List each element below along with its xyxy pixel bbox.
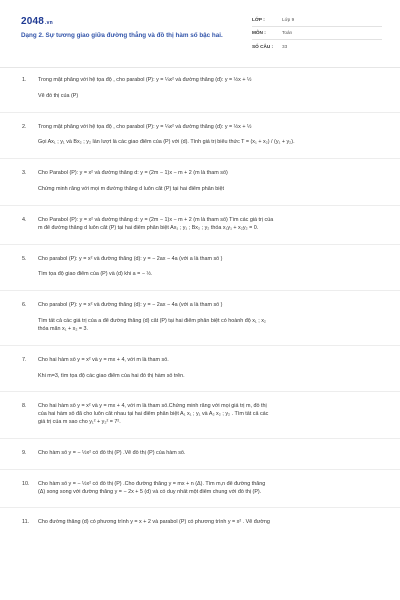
question-text: giá trị của m sao cho y₁² + y₂² = 7². (38, 419, 121, 426)
question-number: 11. (22, 519, 30, 526)
question-text: Trong mặt phẳng với hệ tọa độ , cho parabol (P): y = ¼x² và đường thẳng (d): y = ½x + ½ (38, 77, 252, 83)
question-number: 4. (22, 216, 27, 223)
question-item (0, 170, 400, 194)
question-list (0, 77, 400, 527)
question-number: 5. (22, 255, 27, 262)
question-text: Cho hai hàm số y = x² và y = mx + 4, với m là tham số. (38, 356, 169, 363)
question-item (0, 77, 400, 101)
question-subtext: thỏa mãn x₁ + x₂ = 3. (38, 325, 89, 332)
worksheet-title: Dạng 2. Sự tương giao giữa đường thẳng và đồ thị hàm số bậc hai. (21, 32, 223, 39)
question-text: Cho đường thẳng (d) có phương trình y = x + 2 và parabol (P) có phương trình y = x² . Vẽ đường (38, 519, 270, 526)
question-number: 7. (22, 356, 27, 363)
question-number: 2. (22, 123, 27, 130)
question-text: Cho hàm số y = − ½x² có đồ thị (P) .Cho đường thẳng y = mx + n (Δ). Tìm m,n để đường thẳng (38, 480, 266, 487)
question-text: của hai hàm số đã cho luôn cắt nhau tại hai điểm phân biệt A₁ x₁ ; y₁ và A₂ x₂ ; y₂ . Tìm tất cả các (38, 411, 269, 418)
meta-info (252, 14, 382, 53)
header-divider (0, 67, 400, 68)
brand-suffix: .vn (45, 20, 53, 26)
question-item (0, 124, 400, 148)
meta-value: Lớp 9 (282, 17, 295, 23)
question-item (0, 519, 400, 527)
question-divider (0, 469, 400, 470)
question-item (0, 450, 400, 458)
question-number: 8. (22, 403, 27, 410)
question-item (0, 256, 400, 280)
meta-value: 33 (282, 44, 288, 50)
question-subtext: Khi m=3, tìm tọa độ các giao điểm của hai đồ thị hàm số trên. (38, 372, 185, 379)
question-divider (0, 290, 400, 291)
question-divider (0, 438, 400, 439)
question-text: Cho hai hàm số y = x² và y = mx + 4, với m là tham số.Chứng minh rằng với mọi giá trị m, đồ thị (38, 403, 267, 410)
question-divider (0, 158, 400, 159)
question-divider (0, 507, 400, 508)
meta-row (252, 14, 382, 27)
question-subtext: Gọi Ax₁ ; y₁ và Bx₂ ; y₂ lần lượt là các giao điểm của (P) với (d). Tính giá trị biểu thức T = (x₁ + x₂) / (y₁ + y₂). (38, 139, 295, 146)
question-text: Cho parabol (P): y = x² và đường thẳng (d): y = − 2ax − 4a (với a là tham số ) (38, 302, 223, 309)
question-item (0, 302, 400, 333)
question-item (0, 403, 400, 426)
question-item (0, 481, 400, 497)
meta-label: MÔN : (252, 30, 266, 36)
question-text: Trong mặt phẳng với hệ tọa độ , cho parabol (P): y = ¼x² và đường thẳng (d): y = ½x + ½ (38, 123, 252, 130)
meta-row (252, 27, 382, 40)
question-divider (0, 112, 400, 113)
question-divider (0, 205, 400, 206)
question-divider (0, 391, 400, 392)
question-item (0, 357, 400, 381)
meta-label: SỐ CÂU : (252, 44, 274, 50)
question-text: Cho parabol (P): y = x² và đường thẳng (d): y = − 2ax − 4a (với a là tham số ) (38, 255, 223, 262)
question-number: 1. (22, 77, 27, 83)
question-text: Cho Parabol (P): y = x² và đường thẳng d: y = (2m − 1)x − m + 2 (m là tham số) Tìm các giá trị của (38, 216, 274, 223)
meta-value: Toán (282, 30, 293, 36)
question-text: Cho Parabol (P): y = x² và đường thẳng d: y = (2m − 1)x − m + 2 (m là tham số) (38, 170, 228, 177)
question-subtext: Tìm tọa độ giao điểm của (P) và (d) khi a = − ½. (38, 271, 153, 278)
question-number: 3. (22, 170, 27, 177)
worksheet-header (0, 0, 400, 66)
question-text: (Δ) song song với đường thẳng y = − 2x + 5 (d) và có duy nhất một điểm chung với đồ thị (P). (38, 488, 262, 495)
question-subtext: Chứng minh rằng với mọi m đường thẳng d luôn cắt (P) tại hai điểm phân biệt (38, 186, 224, 193)
meta-label: LỚP : (252, 17, 265, 23)
question-divider (0, 345, 400, 346)
question-number: 10. (22, 480, 30, 487)
brand-logo[interactable]: 2048.vn (21, 16, 53, 27)
question-number: 6. (22, 302, 27, 309)
question-text: m để đường thẳng d luôn cắt (P) tại hai điểm phân biệt Ax₁ ; y₁ ; Bx₂ ; y₂ thỏa x₁y₁ + x₂y₂ = 0. (38, 224, 259, 231)
question-subtext: Tìm tất cả các giá trị của a để đường thẳng (d) cắt (P) tại hai điểm phân biệt có hoành độ x₁ ; x₂ (38, 318, 266, 325)
meta-row (252, 40, 382, 53)
question-number: 9. (22, 449, 27, 456)
question-divider (0, 244, 400, 245)
question-subtext: Vẽ đồ thị của (P) (38, 92, 79, 99)
question-item (0, 217, 400, 233)
question-text: Cho hàm số y = − ½x² có đồ thị (P) .Vẽ đồ thị (P) của hàm số. (38, 449, 186, 456)
